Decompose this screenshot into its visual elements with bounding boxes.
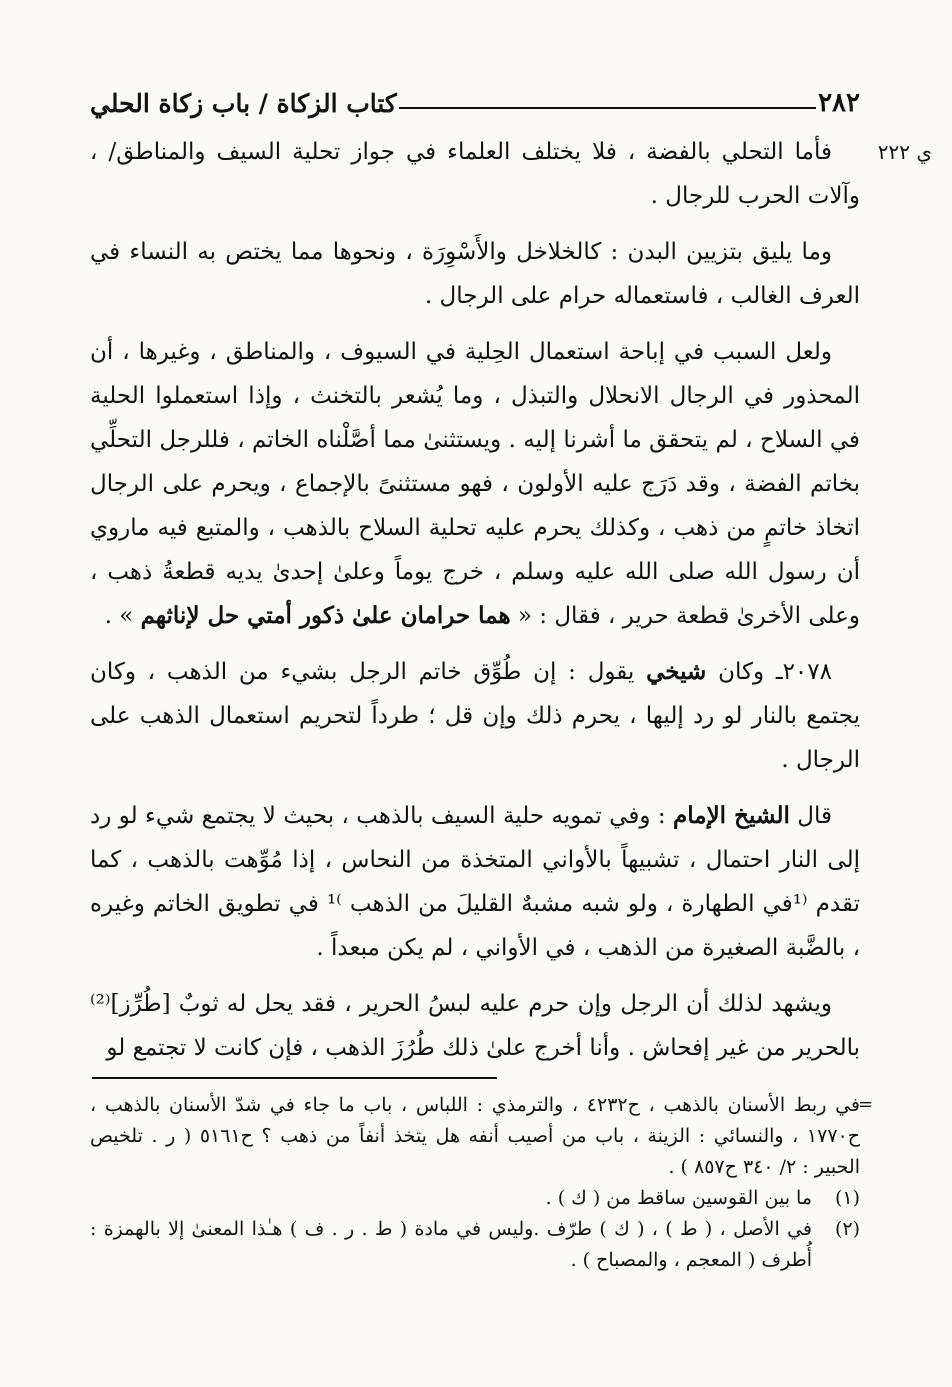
paragraph-4	[90, 650, 860, 782]
page-number: ٢٨٢	[818, 88, 860, 118]
running-title: كتاب الزكاة / باب زكاة الحلي	[90, 89, 397, 118]
paragraph-text: يقول : إن طُوِّق خاتم الرجل بشيء من الذهب ، وكان يجتمع بالنار لو رد إليها ، يحرم ذلك وإن قل ؛ طرداً لتحريم استعمال الذهب على الرجال .	[90, 659, 860, 773]
footnote-number: (٢)	[834, 1218, 860, 1240]
header-rule	[399, 107, 816, 109]
footnote-number: (١)	[834, 1187, 860, 1209]
paragraph-1	[90, 130, 860, 218]
paragraph-text: ويشهد لذلك أن الرجل وإن حرم عليه لبسُ الحرير ، فقد يحل له ثوبٌ [طُرِّز]⁽²⁾ بالحرير من غير إفحاش . وأنا أخرج علىٰ ذلك طُرُزَ الذهب ، فإن كانت لا تجتمع لو	[90, 991, 860, 1061]
paragraph-text: ولعل السبب في إباحة استعمال الحِلية في السيوف ، والمناطق ، وغيرها ، أن المحذور في الرجال الانحلال والتبذل ، وما يُشعر بالتخنث ، وإذا استعملوا الحلية في السلاح ، لم يتحقق ما أشرنا إليه . ويستثنىٰ مما أصَّلْناه الخاتم ، فللرجل التحلِّي بخاتم الفضة ، وقد دَرَج عليه الأولون ، فهو مستثنىً بالإجماع ، ويحرم على الرجال اتخاذ خاتمٍ من ذهب ، وكذلك يحرم عليه تحلية السلاح بالذهب ، والمتبع فيه ماروي أن رسول الله صلى الله عليه وسلم ، خرج يوماً وعلىٰ إحدىٰ يديه قطعةُ ذهب ، وعلى الأخرىٰ قطعة حرير ، فقال : «	[90, 339, 860, 629]
paragraph-text: قال	[789, 803, 832, 829]
paragraph-text: فأما التحلي بالفضة ، فلا يختلف العلماء في جواز تحلية السيف والمناطق/ ، وآلات الحرب للرجال .	[90, 139, 860, 209]
footnotes	[90, 1090, 860, 1276]
paragraph-text: : وفي تمويه حلية السيف بالذهب ، بحيث لا يجتمع شيء لو رد إلى النار احتمال ، تشبيهاً بالأواني المتخذة من النحاس ، إذا مُوِّهت بالذهب ، كما تقدم ⁽¹في الطهارة ، ولو شبه مشبهٌ القليلَ من الذهب ⁾¹ في تطويق الخاتم وغيره ، بالضَّبة الصغيرة من الذهب ، في الأواني ، لم يكن مبعداً .	[90, 803, 860, 961]
paragraph-text: ٢٠٧٨ـ وكان	[706, 659, 832, 685]
footnote-continuation: في ربط الأسنان بالذهب ، ح٤٢٣٢ ، والترمذي : اللباس ، باب ما جاء في شدّ الأسنان بالذهب ، ح١٧٧٠ ، والنسائي : الزينة ، باب من أصيب أنفه هل يتخذ أنفاً من ذهب ؟ ح٥١٦١ ( ر . تلخيص الحبير : ٢/ ٣٤٠ ح٨٥٧ ) .	[90, 1094, 861, 1178]
hadith-quote: هما حرامان علىٰ ذكور أمتي حل لإناثهم	[140, 602, 511, 629]
footnote-continuation-mark: =	[858, 1094, 874, 1115]
main-text	[90, 130, 860, 1082]
paragraph-text: وما يليق بتزيين البدن : كالخلاخل والأَسْوِرَة ، ونحوها مما يختص به النساء في العرف الغالب ، فاستعماله حرام على الرجال .	[90, 239, 860, 309]
margin-manuscript-ref: ي ٢٢٢	[877, 140, 932, 164]
bold-term: شيخي	[646, 658, 707, 685]
paragraph-5	[90, 794, 860, 970]
paragraph-text: » .	[104, 603, 141, 629]
footnote-text: ما بين القوسين ساقط من ( ك ) .	[545, 1187, 812, 1209]
paragraph-6	[90, 982, 860, 1070]
footnote-1	[90, 1183, 860, 1214]
footnote-text: في الأصل ، ( ط ) ، ( ك ) طرّف .وليس في مادة ( ط . ر . ف ) هـٰذا المعنىٰ إلا بالهمزة : أُطرف ( المعجم ، والمصباح ) .	[90, 1218, 812, 1271]
footnote-2	[90, 1214, 860, 1276]
page-header	[90, 78, 860, 118]
footnote-separator	[92, 1077, 497, 1079]
paragraph-2	[90, 230, 860, 318]
paragraph-3	[90, 330, 860, 638]
bold-term: الشيخ الإمام	[673, 802, 790, 829]
